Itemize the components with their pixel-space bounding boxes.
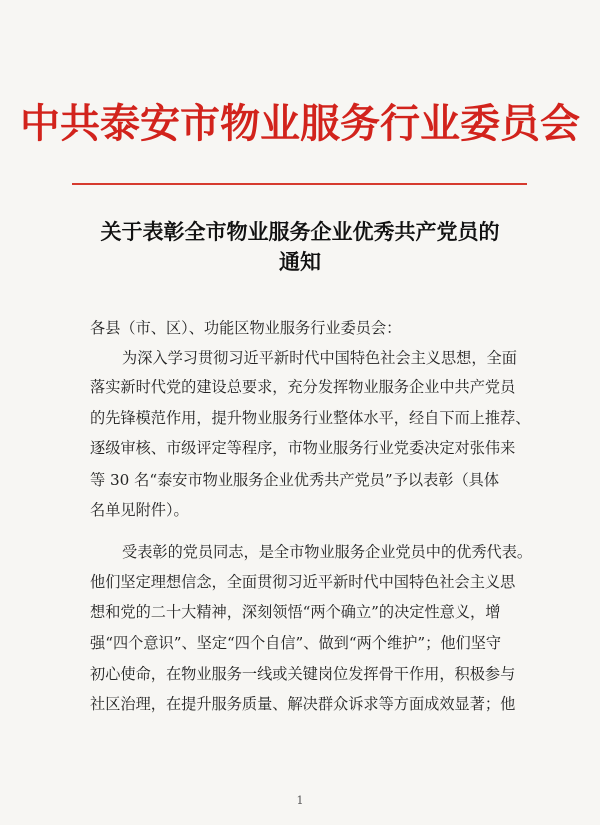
body-line: 强“四个意识”、坚定“四个自信”、做到“两个维护”；他们坚守: [90, 634, 502, 652]
body-line: 为深入学习贯彻习近平新时代中国特色社会主义思想，全面: [122, 349, 517, 367]
body-line: 想和党的二十大精神，深刻领悟“两个确立”的决定性意义，增: [90, 603, 501, 621]
red-separator-line: [72, 183, 527, 185]
notice-title-line-1: 关于表彰全市物业服务企业优秀共产党员的: [100, 219, 500, 244]
body-line: 的先锋模范作用，提升物业服务行业整体水平，经自下而上推荐、: [90, 409, 531, 427]
salutation: 各县（市、区）、功能区物业服务行业委员会：: [90, 319, 402, 337]
body-line: 初心使命，在物业服务一线或关键岗位发挥骨干作用，积极参与: [90, 665, 516, 683]
red-header-org-name: 中共泰安市物业服务行业委员会: [20, 100, 580, 147]
body-line: 名单见附件）。: [90, 501, 189, 519]
body-line: 逐级审核、市级评定等程序，市物业服务行业党委决定对张伟来: [90, 439, 516, 457]
body-line: 社区治理，在提升服务质量、解决群众诉求等方面成效显著；他: [90, 695, 516, 713]
body-line: 受表彰的党员同志，是全市物业服务企业党员中的优秀代表。: [122, 543, 533, 561]
body-line: 等 30 名“泰安市物业服务企业优秀共产党员”予以表彰（具体: [90, 471, 500, 489]
page-number: 1: [296, 794, 304, 807]
body-line: 他们坚定理想信念，全面贯彻习近平新时代中国特色社会主义思: [90, 573, 516, 591]
body-line: 落实新时代党的建设总要求，充分发挥物业服务企业中共产党员: [90, 378, 516, 396]
notice-title-line-2: 通知: [279, 249, 321, 274]
